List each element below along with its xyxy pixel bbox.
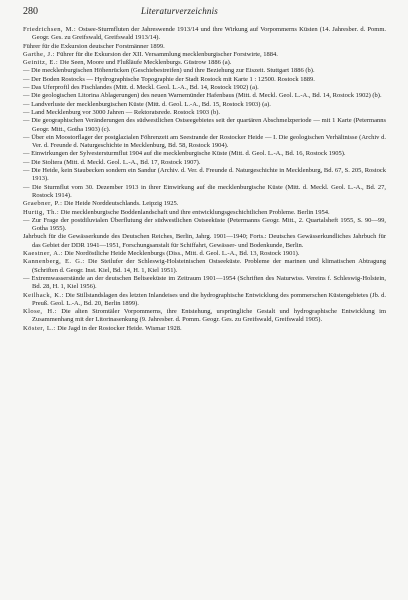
bibliography-entry (23, 67, 386, 75)
entry-text: Die Jagd in der Rostocker Heide. Wismar 1928. (55, 324, 182, 332)
bibliography-entry (23, 258, 386, 275)
bibliography-entry (23, 250, 386, 258)
entry-author: Graebner, P.: (23, 200, 63, 208)
entry-text: Die Nordöstliche Heide Mecklenburgs (Diss., Mitt. d. Geol. L.-A., Bd. 13, Rostock 1901). (62, 250, 300, 258)
bibliography-entry (23, 59, 386, 67)
bibliography-entry (23, 217, 386, 234)
bibliography-entry (23, 159, 386, 167)
bibliography-entry (23, 76, 386, 84)
bibliography-entry (23, 233, 386, 250)
page-header (23, 6, 386, 22)
running-title: Literaturverzeichnis (141, 6, 218, 16)
entry-text: — Extremwasserstände an der deutschen Beltseeküste im Zeitraum 1901—1954 (Schriften des Naturwiss. Vereins f. Schleswig-Holstein, Bd. 28, H. 1, Kiel 1956). (23, 274, 386, 291)
entry-text: — Die Stoltera (Mitt. d. Meckl. Geol. L.-A., Bd. 17, Rostock 1907). (23, 158, 201, 166)
entry-text: — Die Sturmflut vom 30. Dezember 1913 in ihrer Einwirkung auf die mecklenburgische Küste (Mitt. d. Meckl. Geol. L.-A., Bd. 27, Rostock 1914). (23, 183, 386, 199)
bibliography-entry (23, 209, 386, 217)
entry-text: — Die geologischen Litorina Ablagerungen) des neuen Warnemünder Hafenbaus (Mitt. d. Meckl. Geol. L.-A., Bd. 14, Rostock 1902) (b). (23, 92, 382, 100)
entry-author: Geinitz, E.: (23, 59, 59, 67)
bibliography-entry (23, 184, 386, 201)
bibliography-entry (23, 150, 386, 158)
bibliography-entry (23, 43, 386, 51)
entry-text: Die Steilufer der Schleswig-Holsteinischen Ostseeküste. Probleme der marinen und klimatischen Abtragung (Schriften d. Geogr. Inst. Kiel, Bd. 14, H. 1, Kiel 1951). (32, 258, 387, 274)
entry-text: Die mecklenburgische Boddenlandschaft und ihre entwicklungsgeschichtlichen Probleme. Berlin 1954. (59, 208, 330, 216)
bibliography-entry (23, 275, 386, 292)
entry-author: Kaestner, A.: (23, 250, 63, 258)
entry-author: Hurtig, Th.: (23, 208, 60, 216)
entry-text: Ostsee-Sturmfluten der Jahreswende 1913/14 und ihre Wirkung auf Vorpommerns Küsten (14. Jahresber. d. Pomm. Geogr. Ges. zu Greifswald, Greifswald 1913/14). (32, 26, 387, 42)
bibliography-entry (23, 109, 386, 117)
bibliography-entry (23, 308, 386, 325)
entry-text: — Einwirkungen der Sylvestersturmflut 1904 auf die mecklenburgische Küste (Mitt. d. Geol. L.-A., Bd. 16, Rostock 1905). (23, 150, 346, 158)
entry-text: Führer für die Exkursion der XII. Versammlung mecklenburgischer Forstwirte, 1884. (54, 50, 278, 58)
bibliography-entry (23, 51, 386, 59)
bibliography-entry (23, 26, 386, 43)
bibliography-entry (23, 84, 386, 92)
entry-author: Friedrichsen, M.: (23, 26, 77, 33)
entry-text: Die Stillstandslagen des letzten Inlandeises und die hydrographische Entwicklung des pommerschen Küstengebietes (Jb. d. Preuß. Geol. L.-A., Bd. 20, Berlin 1899). (32, 291, 387, 307)
bibliography-entry (23, 92, 386, 100)
bibliography-entry (23, 325, 386, 333)
entry-text: — Landverluste der mecklenburgischen Küste (Mitt. d. Geol. L.-A., Bd. 15, Rostock 1903) (a). (23, 100, 271, 108)
entry-author: Garthe, J.: (23, 50, 55, 58)
bibliography-entry (23, 101, 386, 109)
entry-text: — Die geographischen Veränderungen des südwestlichen Ostseegebietes seit der quartären Abschmelzperiode — mit 1 Karte (Petermanns Geogr. Mitt., Gotha 1903) (c). (23, 117, 386, 133)
entry-text: — Das Uferprofil des Fischlandes (Mitt. d. Meckl. Geol. L.-A., Bd. 14, Rostock 1902) (a). (23, 84, 259, 92)
entry-text: — Die mecklenburgischen Höhenrücken (Geschiebestreifen) und ihre Beziehung zur Eiszeit. Stuttgart 1886 (b). (23, 67, 315, 75)
entry-author: Klose, H.: (23, 308, 57, 316)
entry-text: — Der Boden Rostocks — Hydrographische Topographie der Stadt Rostock mit Karte 1 : 12500. Rostock 1889. (23, 75, 315, 83)
bibliography-entry (23, 167, 386, 184)
entry-author: Keilhack, K.: (23, 291, 64, 299)
bibliography-list (23, 26, 386, 333)
entry-text: — Die Heide, kein Staubecken sondern ein Sandur (Archiv. d. Ver. d. Freunde d. Naturgeschichte in Mecklenburg, Bd. 67, S. 205, Rostock 1913). (23, 167, 386, 183)
bibliography-entry (23, 117, 386, 134)
entry-text: — Land Mecklenburg vor 3000 Jahren — Rektoratsrede. Rostock 1903 (b). (23, 108, 221, 116)
entry-text: — Über ein Moostorflager der postglazialen Föhrenzeit am Seestrande der Rostocker Heide — I. Die geologischen Verhältnisse (Archiv d. Ver. d. Freunde d. Naturgeschichte in Mecklenburg, Bd. 58, Rostock 1904). (23, 133, 386, 150)
entry-text: — Zur Frage der postdiluvialen Überflutung der südwestlichen Ostseeküste (Petermanns Geogr. Mitt., 2. Quartalsheft 1955, S. 90—99, Gotha 1955). (23, 216, 386, 233)
entry-author: Kannenberg, E. G.: (23, 258, 85, 266)
entry-text: Die Seen, Moore und Flußläufe Mecklenburgs. Güstrow 1886 (a). (58, 59, 232, 67)
entry-author: Köster, L.: (23, 324, 56, 332)
bibliography-entry (23, 200, 386, 208)
bibliography-entry (23, 134, 386, 151)
entry-text: Führer für die Exkursion deutscher Forstmänner 1899. (23, 42, 165, 50)
page-number: 280 (23, 6, 38, 17)
entry-text: Die alten Stromtäler Vorpommerns, ihre Entstehung, ursprüngliche Gestalt und hydrographische Entwicklung im Zusammenhang mit der Litorinasenkung (9. Jahresber. d. Pomm. Geogr. Ges. zu Greifswald, Greifswald 1905). (32, 308, 387, 324)
bibliography-entry (23, 292, 386, 309)
entry-text: Jahrbuch für die Gewässerkunde des Deutschen Reiches, Berlin, Jahrg. 1901—1940; Forts.: Deutsches Gewässerkundliches Jahrbuch für das Gebiet der DDR 1941—1951, Forschungsanstalt für Schiffahrt, Gewässer- und Bodenkunde, Berlin. (23, 233, 386, 249)
entry-text: Die Heide Norddeutschlands. Leipzig 1925. (62, 200, 179, 208)
